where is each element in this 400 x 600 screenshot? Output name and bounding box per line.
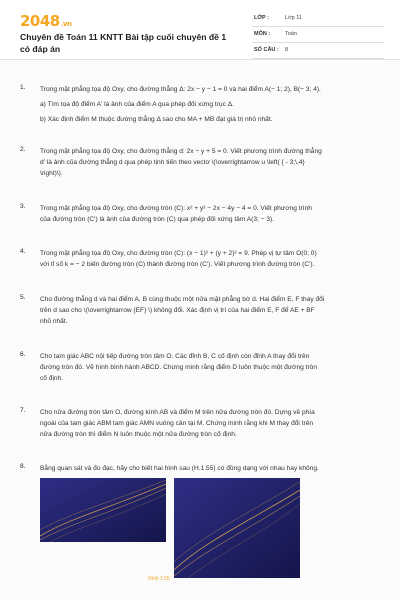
question-body — [40, 203, 380, 225]
question-text: ngoài của tam giác ABM tam giác AMN vuông cân tại M. Chứng minh rằng khi M thay đổi trên — [40, 420, 314, 427]
figure-image-right — [174, 478, 300, 578]
question-text: Cho tam giác ABC nội tiếp đường tròn tâm O. Các đỉnh B, C cố định còn đỉnh A thay đổi trên — [40, 353, 310, 360]
question-text: Trong mặt phẳng tọa độ Oxy, cho đường thẳng d: 2x − y + 5 = 0. Viết phương trình đường thẳng — [40, 148, 322, 155]
document-meta — [252, 13, 384, 61]
question-body — [40, 294, 380, 327]
question-body — [40, 248, 380, 270]
question-text: đường tròn đó. Vẽ hình bình hành ABCD. Chứng minh rằng điểm D luôn thuộc một đường tròn — [40, 364, 318, 371]
question-text: \right)\). — [40, 170, 63, 177]
question-text: nhỏ nhất. — [40, 318, 68, 325]
question-part-a: a) Tìm tọa độ điểm A' là ảnh của điểm A qua phép đối xứng trục Δ. — [40, 101, 234, 108]
question-number: 7. — [20, 407, 26, 414]
question-text: Trong mặt phẳng tọa độ Oxy, cho đường tròn (C): (x − 1)² + (y + 2)² = 9. Phép vị tự tâm O(0; 0) — [40, 250, 317, 257]
meta-row-count — [252, 45, 384, 59]
question-number: 2. — [20, 146, 26, 153]
question-body — [40, 463, 380, 474]
question-body — [40, 351, 380, 384]
document-title: Chuyên đề Toán 11 KNTT Bài tập cuối chuyên đề 1 có đáp án — [20, 32, 227, 54]
meta-value: Lớp 11 — [285, 15, 302, 21]
question-body — [40, 84, 380, 125]
question-body — [40, 407, 380, 440]
figure-h1-55 — [40, 478, 360, 582]
question-body — [40, 146, 380, 179]
question-number: 1. — [20, 84, 26, 91]
question-text: Cho đường thẳng d và hai điểm A, B cùng thuộc một nửa mặt phẳng bờ d. Hai điểm E, F thay đổi — [40, 296, 325, 303]
question-text: của đường tròn (C') là ảnh của đường tròn (C) qua phép đối xứng tâm A(3; − 3). — [40, 216, 275, 223]
question-text: Bằng quan sát và đo đạc, hãy cho biết hai hình sau (H.1.55) có đồng dạng với nhau hay không. — [40, 465, 319, 472]
page-header — [0, 0, 400, 60]
question-number: 3. — [20, 203, 26, 210]
question-number: 4. — [20, 248, 26, 255]
document-content — [0, 60, 400, 600]
question-text: với tỉ số k = − 2 biến đường tròn (C) thành đường tròn (C'). Viết phương trình đường tròn (C'). — [40, 261, 315, 268]
meta-label: SỐ CÂU : — [254, 47, 279, 53]
question-number: 5. — [20, 294, 26, 301]
question-text: d' là ảnh của đường thẳng d qua phép tịnh tiến theo vectơ \(\overrightarrow u \left( { - 3;\,4} — [40, 159, 305, 166]
meta-value: 8 — [285, 47, 289, 53]
site-logo[interactable] — [20, 12, 71, 30]
question-number: 8. — [20, 463, 26, 470]
logo-text: 2048 — [20, 12, 60, 30]
question-text: nửa đường tròn thì điểm N luôn thuộc một nửa đường tròn cố định. — [40, 431, 237, 438]
logo-suffix: .vn — [60, 20, 72, 28]
question-part-b: b) Xác định điểm M thuộc đường thẳng Δ sao cho MA + MB đạt giá trị nhỏ nhất. — [40, 116, 273, 123]
meta-value: Toán — [285, 31, 297, 37]
meta-row-grade — [252, 13, 384, 27]
question-number: 6. — [20, 351, 26, 358]
question-text: Trong mặt phẳng tọa độ Oxy, cho đường thẳng Δ: 2x − y − 1 = 0 và hai điểm A(− 1; 2), B(− 3; 4). — [40, 86, 321, 93]
meta-row-subject — [252, 29, 384, 43]
question-text: trên d sao cho \(\overrightarrow {EF} \) không đổi. Xác định vị trí của hai điểm E, F để AE + BF — [40, 307, 315, 314]
question-text: Cho nửa đường tròn tâm O, đường kính AB và điểm M trên nửa đường tròn đó. Dựng về phía — [40, 409, 315, 416]
meta-label: LỚP : — [254, 15, 269, 21]
question-text: cố định. — [40, 375, 64, 382]
figure-caption: Hình 1.55 — [148, 576, 170, 582]
figure-image-left — [40, 478, 166, 542]
question-text: Trong mặt phẳng tọa độ Oxy, cho đường tròn (C): x² + y² − 2x − 4y − 4 = 0. Viết phương trình — [40, 205, 312, 212]
meta-label: MÔN : — [254, 31, 271, 37]
